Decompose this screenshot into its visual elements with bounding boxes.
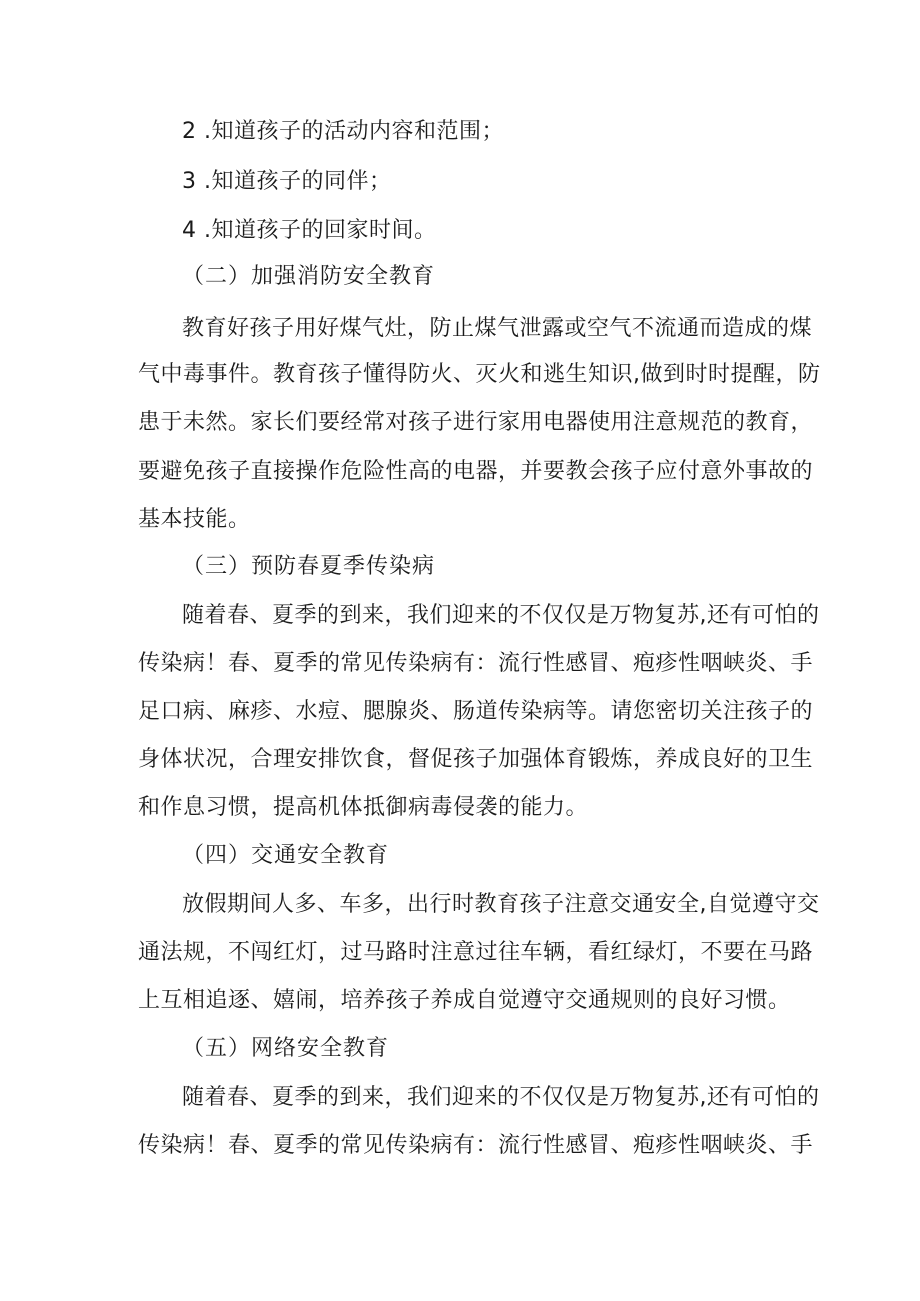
list-item-text: .知道孩子的活动内容和范围；	[204, 119, 504, 144]
list-item	[182, 167, 842, 197]
list-item-text: .知道孩子的回家时间。	[204, 218, 437, 243]
paragraph-line: 放假期间人多、车多，出行时教育孩子注意交通安全,自觉遵守交	[182, 892, 820, 917]
paragraph-line: 通法规，不闯红灯，过马路时注意过往车辆，看红绿灯，不要在马路	[138, 940, 814, 965]
list-item	[182, 117, 842, 147]
paragraph-line: 和作息习惯，提高机体抵御病毒侵袭的能力。	[138, 795, 589, 820]
list-item-text: .知道孩子的同伴；	[204, 169, 392, 194]
list-item-number: 4	[182, 218, 197, 243]
paragraph-line: 随着春、夏季的到来，我们迎来的不仅仅是万物复苏,还有可怕的	[182, 603, 820, 628]
section-heading-infectious-disease: （三）预防春夏季传染病	[182, 554, 436, 579]
section-heading-fire-safety: （二）加强消防安全教育	[182, 264, 436, 289]
paragraph-line: 患于未然。家长们要经常对孩子进行家用电器使用注意规范的教育，	[138, 410, 814, 435]
list-item-number: 3	[182, 169, 197, 194]
paragraph-line: 身体状况，合理安排饮食，督促孩子加强体育锻炼，养成良好的卫生	[138, 747, 814, 772]
paragraph-line: 要避免孩子直接操作危险性高的电器，并要教会孩子应付意外事故的	[138, 459, 814, 484]
paragraph-line: 足口病、麻疹、水痘、腮腺炎、肠道传染病等。请您密切关注孩子的	[138, 699, 814, 724]
paragraph-line: 教育好孩子用好煤气灶，防止煤气泄露或空气不流通而造成的煤	[182, 316, 813, 341]
paragraph-line: 随着春、夏季的到来，我们迎来的不仅仅是万物复苏,还有可怕的	[182, 1085, 820, 1110]
paragraph-line: 传染病！春、夏季的常见传染病有：流行性感冒、疱疹性咽峡炎、手	[138, 1133, 814, 1158]
list-item-number: 2	[182, 119, 197, 144]
list-item	[182, 216, 842, 246]
section-heading-internet-safety: （五）网络安全教育	[182, 1036, 390, 1061]
paragraph-line: 上互相追逐、嬉闹，培养孩子养成自觉遵守交通规则的良好习惯。	[138, 988, 791, 1013]
paragraph-line: 气中毒事件。教育孩子懂得防火、灭火和逃生知识,做到时时提醒，防	[138, 362, 821, 387]
paragraph-line: 传染病！春、夏季的常见传染病有：流行性感冒、疱疹性咽峡炎、手	[138, 651, 814, 676]
paragraph-line: 基本技能。	[138, 507, 251, 532]
section-heading-traffic-safety: （四）交通安全教育	[182, 843, 390, 868]
